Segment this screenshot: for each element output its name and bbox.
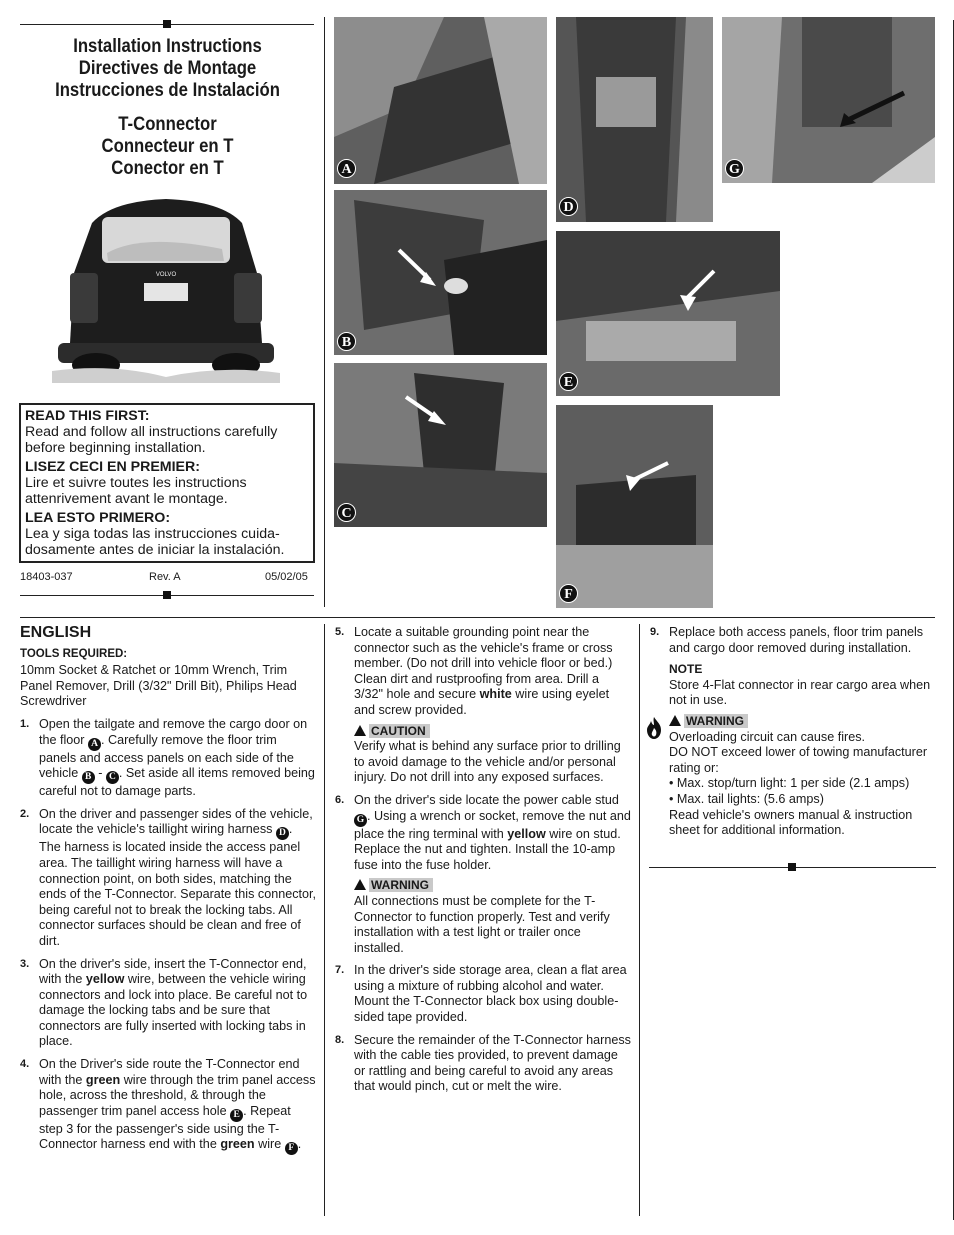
photo-f [556,405,713,608]
column-1 [20,625,316,1155]
doc-date: 05/02/05 [265,571,308,583]
warning-line-2: DO NOT exceed lower of towing manufacturer rating or: [669,745,928,775]
caution-callout [335,724,631,786]
tools-heading: TOOLS REQUIRED: [20,647,128,660]
english-heading: ENGLISH [20,624,92,641]
step-number: 8. [335,1033,345,1046]
step-number: 3. [20,957,30,970]
read-first-heading-en: READ THIS FIRST: [25,408,150,424]
section-rule [20,617,935,618]
step-number: 7. [335,964,345,977]
warning-text: All connections must be complete for the T-Connector to function properly. Test and verify installation with a test light or trailer once installed. [354,893,610,955]
ref-e-icon: E [230,1109,243,1122]
ref-f-icon: F [285,1142,298,1155]
column-divider-1 [324,624,325,1216]
part-number: 18403-037 [20,571,73,583]
title-french: Directives de Montage [78,58,257,79]
step-6: 6. On the driver's side locate the power cable stud G . Using a wrench or socket, remove the nut and place the ring terminal with yellow wire on stud. Replace the nut and tighten. Install the 10-amp fuse into the fuse holder. [335,792,631,872]
ref-g-icon: G [354,814,367,827]
photo-d [556,17,713,222]
step-8: 8. Secure the remainder of the T-Connector harness with the cable ties provided, to prevent damage or rattling and being careful to avoid any areas that would pinch, cut or melt the wire. [335,1032,631,1094]
product-french: Connecteur en T [101,136,234,157]
read-first-box [19,403,315,563]
top-rule-marker [163,20,171,28]
warning-line-4: • Max. tail lights: (5.6 amps) [669,791,824,806]
photo-c [334,363,547,527]
product-spanish: Conector en T [111,158,224,179]
ref-d-icon: D [276,827,289,840]
note-callout [650,662,935,709]
photo-label-g: G [725,159,744,178]
photo-label-d: D [559,197,578,216]
car-badge-text: VOLVO [155,272,177,278]
photo-e [556,231,780,396]
warning-triangle-icon [669,715,681,726]
read-first-text-fr: Lire et suivre toutes les instructions attenrivement avant le montage. [25,475,247,507]
product-english: T-Connector [118,114,217,135]
photo-label-e: E [559,372,578,391]
read-first-text-en: Read and follow all instructions carefully before beginning installation. [25,424,278,456]
note-text: Store 4-Flat connector in rear cargo area when not in use. [669,677,931,708]
photo-b [334,190,547,355]
column-3 [650,625,935,839]
photo-label-a: A [337,159,356,178]
photo-label-b: B [337,332,356,351]
caution-text: Verify what is behind any surface prior to drilling to avoid damage to the vehicle and/or personal injury. Do not drill into any exposed surfaces. [354,739,621,785]
warning-callout-2 [650,714,935,839]
note-label: NOTE [669,662,703,677]
column-divider-2 [639,624,640,1216]
warning-line-1: Overloading circuit can cause fires. [669,729,865,744]
step-number: 2. [20,807,30,820]
read-first-text-es: Lea y siga todas las instrucciones cuida-dosamente antes de iniciar la instalación. [25,526,285,558]
warning-line-5: Read vehicle's owners manual & instruction sheet for additional information. [669,807,913,838]
warning-label: WARNING [684,714,748,728]
photo-label-f: F [559,584,578,603]
header-bottom-marker [163,591,171,599]
title-spanish: Instrucciones de Instalación [55,80,280,101]
warning-triangle-icon [354,879,366,890]
step-3: 3. On the driver's side, insert the T-Connector end, with the yellow wire, between the vehicle wiring connectors and lock into place. Be careful not to damage the locking tabs and be sure that connectors are fully inserted with locking tabs in place. [20,956,308,1049]
title-block [38,36,298,180]
warning-callout-1 [335,878,631,956]
photo-label-c: C [337,503,356,522]
title-english: Installation Instructions [73,36,262,57]
warning-label: WARNING [369,878,433,892]
step-9: 9. Replace both access panels, floor trim panels and cargo door removed during installation. [650,625,924,655]
end-rule-marker [788,863,796,871]
column-2 [335,625,631,1095]
ref-c-icon: C [106,771,119,784]
step-5: 5. Locate a suitable grounding point near the connector such as the vehicle's frame or cross member. (Do not drill into vehicle floor or bed.) Clean dirt and rustproofing from area. Drill a 3/32" hole and secure white wire using eyelet and screw provided. [335,625,613,717]
ref-a-icon: A [88,738,101,751]
caution-triangle-icon [354,725,366,736]
vehicle-rear-photo [52,193,280,383]
step-number: 9. [650,626,660,638]
step-4: 4. On the Driver's side route the T-Connector end with the green wire through the trim panel access hole, across the threshold, & through the passenger trim panel access hole E . Repeat step 3 for the passenger's side using the T-Connector harness end with the green wire F . [20,1057,316,1154]
read-first-heading-fr: LISEZ CECI EN PREMIER: [25,459,200,475]
step-1: 1. Open the tailgate and remove the cargo door on the floor A . Carefully remove the floor trim panels and access panels on each side of the vehicle B - C . Set aside all items removed being careful not to damage parts. [20,716,315,799]
step-number: 6. [335,793,345,806]
step-number: 1. [20,717,30,730]
photo-a [334,17,547,184]
fire-icon [645,716,663,740]
header-divider [324,17,325,607]
caution-label: CAUTION [369,724,430,738]
warning-line-3: • Max. stop/turn light: 1 per side (2.1 amps) [669,776,910,791]
step-2: 2. On the driver and passenger sides of the vehicle, locate the vehicle's taillight wiring harness D . The harness is located inside the access panel area. The taillight wiring harness will have a connection point, on both sides, matching the ends of the T-Connector. Separate this connector, being careful not to break the locking tabs. All connector surfaces should be clean and free of dirt. [20,806,317,948]
tools-text: 10mm Socket & Ratchet or 10mm Wrench, Trim Panel Remover, Drill (3/32" Drill Bit), Philips Head Screwdriver [20,663,297,709]
step-number: 4. [20,1058,30,1071]
step-7: 7. In the driver's side storage area, clean a flat area using a mixture of rubbing alcohol and water. Mount the T-Connector black box using double-sided tape provided. [335,963,627,1025]
ref-b-icon: B [82,771,95,784]
step-number: 5. [335,626,345,638]
revision: Rev. A [149,571,181,583]
photo-g [722,17,935,183]
read-first-heading-es: LEA ESTO PRIMERO: [25,510,171,526]
